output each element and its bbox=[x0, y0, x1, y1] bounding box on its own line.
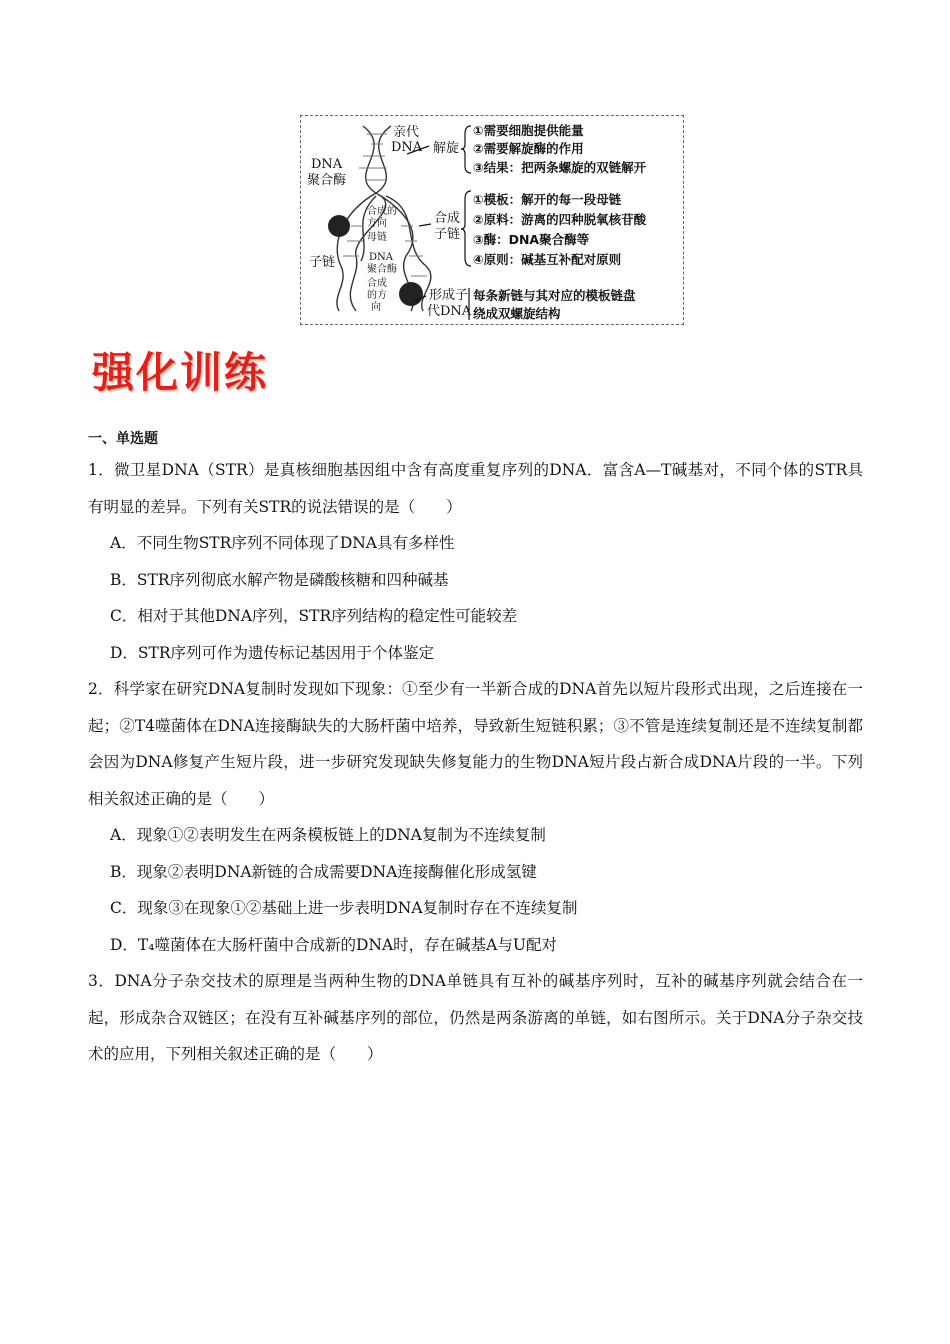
question-2 bbox=[88, 671, 863, 963]
option-d[interactable]: D．STR序列可作为遗传标记基因用于个体鉴定 bbox=[110, 643, 435, 662]
option-a[interactable]: A．不同生物STR序列不同体现了DNA具有多样性 bbox=[110, 534, 455, 552]
svg-text:向: 向 bbox=[371, 302, 381, 313]
polymerase-enzyme-2 bbox=[399, 282, 423, 306]
option-b[interactable]: B．STR序列彻底水解产物是磷酸核糖和四种碱基 bbox=[110, 570, 449, 589]
polymerase-enzyme-1 bbox=[328, 215, 350, 237]
dna-replication-figure bbox=[300, 115, 684, 325]
synthesis-note-3: ③酶：DNA聚合酶等 bbox=[473, 232, 590, 247]
form-note-1: 每条新链与其对应的模板链盘 bbox=[473, 288, 636, 303]
unwind-note-3: ③结果：把两条螺旋的双链解开 bbox=[473, 160, 647, 175]
synthesis-note-4: ④原则：碱基互补配对原则 bbox=[473, 252, 622, 267]
question-stem: 1．微卫星DNA（STR）是真核细胞基因组中含有高度重复序列的DNA．富含A—T碱基对，不同个体的STR具有明显的差异。下列有关STR的说法错误的是（ ） bbox=[88, 461, 863, 516]
question-3 bbox=[88, 963, 863, 1073]
svg-text:DNA: DNA bbox=[391, 140, 423, 155]
svg-text:的方: 的方 bbox=[367, 290, 387, 301]
synthesis-note-1: ①模板：解开的每一段母链 bbox=[473, 192, 622, 207]
svg-text:DNA: DNA bbox=[311, 157, 343, 172]
svg-text:聚合酶: 聚合酶 bbox=[367, 264, 397, 275]
questions-content bbox=[88, 428, 863, 1073]
unwind-note-1: ①需要细胞提供能量 bbox=[473, 123, 584, 138]
form-note-2: 绕成双螺旋结构 bbox=[473, 306, 561, 321]
question-1 bbox=[88, 452, 863, 671]
label-synthesize: 合成 bbox=[434, 211, 461, 226]
svg-text:子链: 子链 bbox=[434, 227, 461, 242]
svg-text:子链: 子链 bbox=[309, 255, 336, 270]
svg-text:DNA: DNA bbox=[369, 252, 393, 263]
unwind-note-2: ②需要解旋酶的作用 bbox=[473, 141, 584, 156]
section-title: 一、单选题 bbox=[88, 431, 158, 447]
option-b[interactable]: B．现象②表明DNA新链的合成需要DNA连接酶催化形成氢键 bbox=[110, 862, 537, 881]
svg-text:合成的: 合成的 bbox=[367, 206, 397, 217]
svg-text:合成: 合成 bbox=[367, 278, 387, 289]
dna-replication-diagram bbox=[301, 116, 685, 326]
svg-text:聚合酶: 聚合酶 bbox=[307, 173, 347, 188]
question-stem: 3．DNA分子杂交技术的原理是当两种生物的DNA单链具有互补的碱基序列时，互补的碱基序列就会结合在一起，形成杂合双链区；在没有互补碱基序列的部位，仍然是两条游离的单链，如右图所示。关于DNA分子杂交技术的应用，下列相关叙述正确的是（ ） bbox=[88, 972, 863, 1063]
question-stem: 2．科学家在研究DNA复制时发现如下现象：①至少有一半新合成的DNA首先以短片段形式出现，之后连接在一起；②T4噬菌体在DNA连接酶缺失的大肠杆菌中培养，导致新生短链积累；③不管是连续复制还是不连续复制都会因为DNA修复产生短片段，进一步研究发现缺失修复能力的生物DNA短片段占新合成DNA片段的一半。下列相关叙述正确的是（ ） bbox=[88, 680, 863, 808]
option-c[interactable]: C．相对于其他DNA序列，STR序列结构的稳定性可能较差 bbox=[110, 607, 518, 625]
svg-text:代DNA: 代DNA bbox=[427, 304, 472, 319]
label-unwind: 解旋 bbox=[433, 141, 460, 156]
svg-text:亲代: 亲代 bbox=[393, 125, 420, 140]
label-form-dna: 形成子 bbox=[429, 288, 469, 303]
section-heading: 强化训练 bbox=[92, 348, 269, 397]
option-a[interactable]: A．现象①②表明发生在两条模板链上的DNA复制为不连续复制 bbox=[110, 826, 546, 844]
option-c[interactable]: C．现象③在现象①②基础上进一步表明DNA复制时存在不连续复制 bbox=[110, 899, 578, 917]
svg-text:方向: 方向 bbox=[367, 218, 387, 229]
option-d[interactable]: D．T₄噬菌体在大肠杆菌中合成新的DNA时，存在碱基A与U配对 bbox=[110, 935, 557, 954]
synthesis-note-2: ②原料：游离的四种脱氧核苷酸 bbox=[473, 212, 647, 227]
flow-arrows bbox=[407, 146, 431, 301]
svg-text:母链: 母链 bbox=[367, 232, 387, 243]
